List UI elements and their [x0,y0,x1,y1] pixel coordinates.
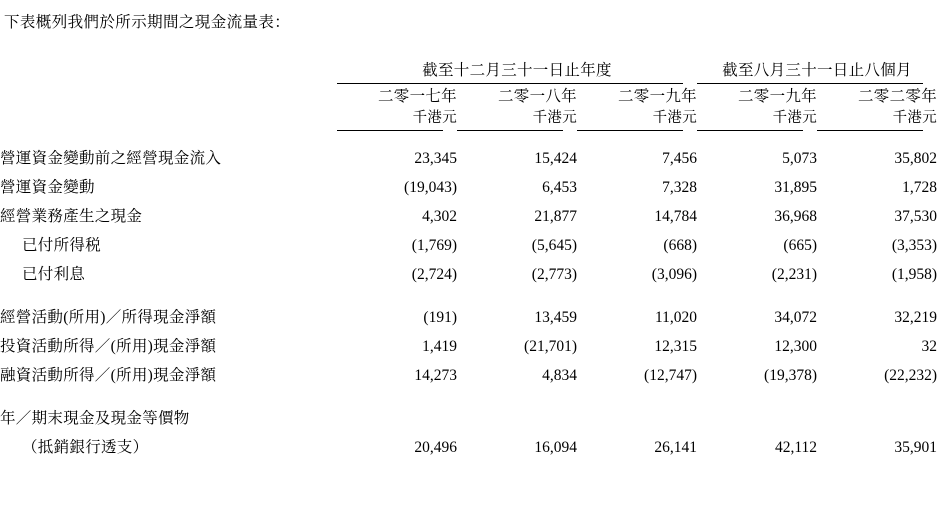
row-value: 20,496 [414,439,457,456]
table-row [0,328,937,357]
row-label: 投資活動所得／(所用)現金淨額 [0,338,217,355]
row-label: 已付利息 [22,266,86,283]
table-unit-header-row [0,106,937,127]
row-value: 1,728 [902,179,937,196]
year-header-1: 二零一七年 [377,88,457,105]
intro-paragraph: 下表概列我們於所示期間之現金流量表： [4,14,291,31]
table-year-header-row [0,84,937,106]
year-header-spacer [0,84,337,106]
row-value [697,400,817,429]
row-value: 1,419 [422,338,457,355]
row-value: (2,773) [531,266,577,283]
row-value: (2,724) [411,266,457,283]
table-spacer-row [0,386,937,400]
row-label: 年／期末現金及現金等價物 [0,410,190,427]
row-value: (1,958) [891,266,937,283]
unit-header-3: 千港元 [652,110,697,126]
row-label: 營運資金變動 [0,179,95,196]
unit-header-1: 千港元 [412,110,457,126]
row-value: (12,747) [644,367,697,384]
row-value: 32 [921,338,937,355]
row-label: 經營業務產生之現金 [0,208,143,225]
group-header-eight-months: 截至八月三十一日止八個月 [722,62,912,79]
row-value: 7,456 [662,150,697,167]
row-value: (21,701) [524,338,577,355]
row-value: 14,273 [414,367,457,384]
row-value: 16,094 [534,439,577,456]
table-row [0,227,937,256]
group-header-year-ended: 截至十二月三十一日止年度 [422,62,612,79]
row-value: (191) [423,309,457,326]
row-value: (668) [663,237,697,254]
row-label: 經營活動(所用)／所得現金淨額 [0,309,217,326]
row-value: (665) [783,237,817,254]
row-value: 35,901 [894,439,937,456]
table-row [0,299,937,328]
row-value: 34,072 [774,309,817,326]
row-value: 6,453 [542,179,577,196]
row-value: 31,895 [774,179,817,196]
row-value: (22,232) [884,367,937,384]
row-value: 11,020 [654,309,697,326]
table-row [0,169,937,198]
row-value: 26,141 [654,439,697,456]
row-value: 4,834 [542,367,577,384]
row-label: （抵銷銀行透支） [22,439,149,456]
row-value: 23,345 [414,150,457,167]
row-value: 14,784 [654,208,697,225]
row-value: 12,300 [774,338,817,355]
group-header-spacer [0,58,337,80]
row-label: 已付所得税 [22,237,102,254]
row-value: 36,968 [774,208,817,225]
row-value: 37,530 [894,208,937,225]
year-header-4: 二零一九年 [737,88,817,105]
row-label: 營運資金變動前之經營現金流入 [0,150,222,167]
row-label: 融資活動所得／(所用)現金淨額 [0,367,217,384]
unit-header-5: 千港元 [892,110,937,126]
row-value: 35,802 [894,150,937,167]
year-header-5: 二零二零年 [858,88,937,105]
row-value: 12,315 [654,338,697,355]
row-value [577,400,697,429]
row-value [337,400,457,429]
unit-header-spacer [0,106,337,127]
row-value [817,400,937,429]
row-value: (19,043) [404,179,457,196]
row-value [457,400,577,429]
table-row [0,400,937,429]
table-group-header-row [0,58,937,80]
row-value: 15,424 [534,150,577,167]
table-row [0,256,937,285]
row-value: (3,096) [651,266,697,283]
unit-header-2: 千港元 [532,110,577,126]
table-row [0,140,937,169]
unit-header-4: 千港元 [772,110,817,126]
row-value: 4,302 [422,208,457,225]
row-value: 21,877 [534,208,577,225]
row-value: 42,112 [774,439,817,456]
row-value: (1,769) [411,237,457,254]
row-value: 7,328 [662,179,697,196]
table-spacer-row [0,285,937,299]
row-value: (5,645) [531,237,577,254]
table-row [0,198,937,227]
table-row [0,357,937,386]
cash-flow-table [0,58,937,458]
row-value: (2,231) [771,266,817,283]
table-row [0,429,937,458]
row-value: 5,073 [782,150,817,167]
year-header-3: 二零一九年 [617,88,697,105]
row-value: 13,459 [534,309,577,326]
row-value: 32,219 [894,309,937,326]
row-value: (3,353) [891,237,937,254]
table-spacer-row [0,131,937,140]
row-value: (19,378) [764,367,817,384]
year-header-2: 二零一八年 [497,88,577,105]
